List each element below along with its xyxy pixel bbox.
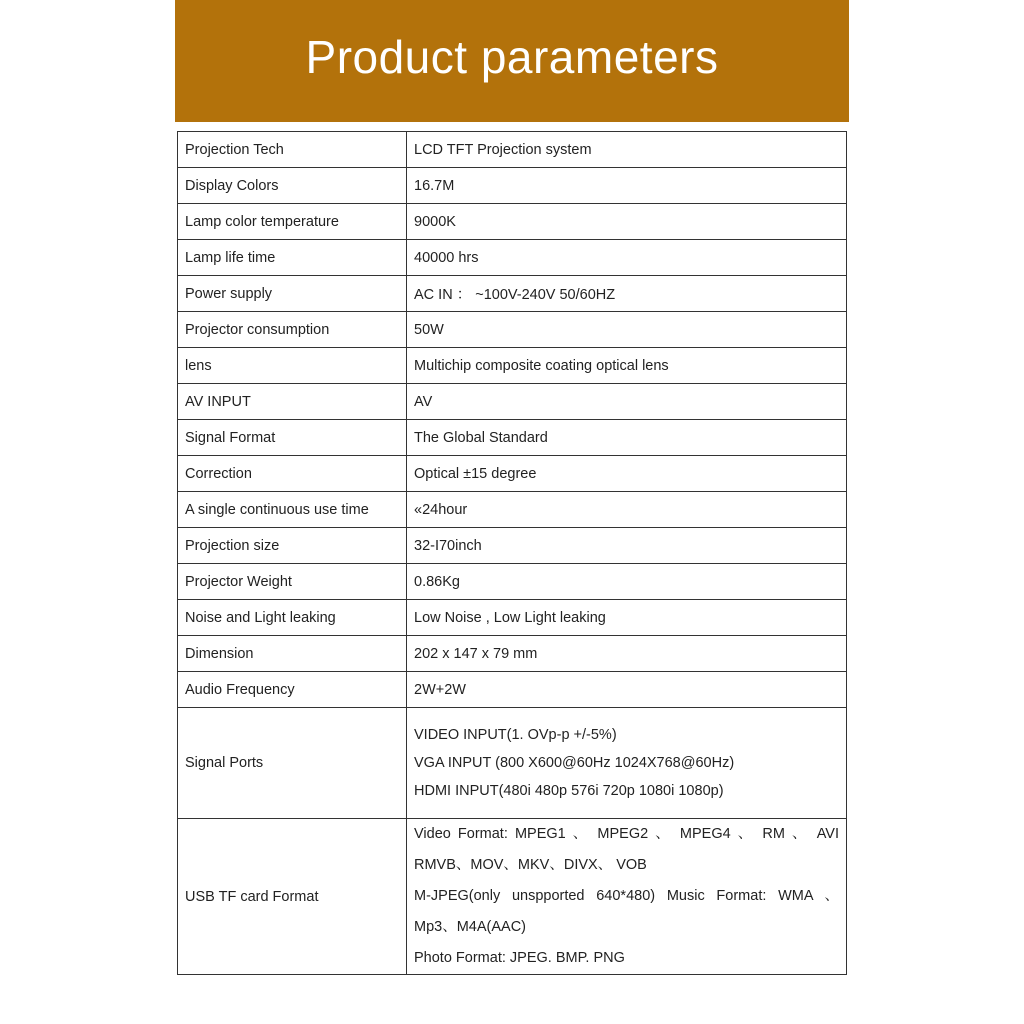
table-row (178, 204, 847, 240)
table-row (178, 600, 847, 636)
row-key: Power supply (178, 276, 407, 312)
table-row (178, 636, 847, 672)
row-key: A single continuous use time (178, 492, 407, 528)
row-key: Lamp color temperature (178, 204, 407, 240)
row-key: Display Colors (178, 168, 407, 204)
row-value: 2W+2W (407, 672, 847, 708)
row-key: Projection Tech (178, 132, 407, 168)
table-row (178, 132, 847, 168)
page-title: Product parameters (305, 31, 719, 83)
table-row (178, 348, 847, 384)
row-key: Lamp life time (178, 240, 407, 276)
row-key: Projector consumption (178, 312, 407, 348)
table-row-signal-ports (178, 708, 847, 819)
row-value: 202 x 147 x 79 mm (407, 636, 847, 672)
table-row (178, 492, 847, 528)
row-value: 40000 hrs (407, 240, 847, 276)
row-key: Projector Weight (178, 564, 407, 600)
table-row (178, 528, 847, 564)
usb-format-line: Mp3、M4A(AAC) (414, 919, 526, 935)
usb-format-line: Photo Format: JPEG. BMP. PNG (414, 950, 625, 966)
row-key: Signal Format (178, 420, 407, 456)
usb-format-line: RMVB、MOV、MKV、DIVX、 VOB (414, 857, 647, 873)
table-row (178, 672, 847, 708)
row-value: Low Noise , Low Light leaking (407, 600, 847, 636)
row-key: Correction (178, 456, 407, 492)
usb-format-line: Video Format: MPEG1 、 MPEG2 、 MPEG4 、 RM 、 AVI (414, 826, 839, 842)
row-value: 0.86Kg (407, 564, 847, 600)
signal-port-line: VIDEO INPUT(1. OVp-p +/-5%) (414, 727, 617, 743)
row-value (407, 819, 847, 975)
row-key: Dimension (178, 636, 407, 672)
row-value: LCD TFT Projection system (407, 132, 847, 168)
row-key: USB TF card Format (178, 819, 407, 975)
row-key: lens (178, 348, 407, 384)
row-value: «24hour (407, 492, 847, 528)
table-row (178, 456, 847, 492)
table-row (178, 312, 847, 348)
row-value: Multichip composite coating optical lens (407, 348, 847, 384)
row-key: Projection size (178, 528, 407, 564)
table-row (178, 240, 847, 276)
row-key: Signal Ports (178, 708, 407, 819)
header-banner (175, 0, 849, 122)
spec-table-body (178, 132, 847, 975)
table-row (178, 384, 847, 420)
row-value: 32-I70inch (407, 528, 847, 564)
row-value (407, 708, 847, 819)
signal-port-line: HDMI INPUT(480i 480p 576i 720p 1080i 1080p) (414, 783, 724, 799)
row-key: Noise and Light leaking (178, 600, 407, 636)
spec-table (177, 131, 847, 975)
row-value: AV (407, 384, 847, 420)
usb-format-line: M-JPEG(only unspported 640*480) Music Format: WMA 、 (414, 888, 839, 904)
table-row (178, 564, 847, 600)
table-row-usb-format (178, 819, 847, 975)
row-key: Audio Frequency (178, 672, 407, 708)
row-value: AC IN ： ~100V-240V 50/60HZ (407, 276, 847, 312)
row-value: 16.7M (407, 168, 847, 204)
row-value: 9000K (407, 204, 847, 240)
row-value: Optical ±15 degree (407, 456, 847, 492)
row-value: 50W (407, 312, 847, 348)
signal-port-line: VGA INPUT (800 X600@60Hz 1024X768@60Hz) (414, 755, 735, 771)
table-row (178, 276, 847, 312)
row-value: The Global Standard (407, 420, 847, 456)
table-row (178, 420, 847, 456)
table-row (178, 168, 847, 204)
row-key: AV INPUT (178, 384, 407, 420)
